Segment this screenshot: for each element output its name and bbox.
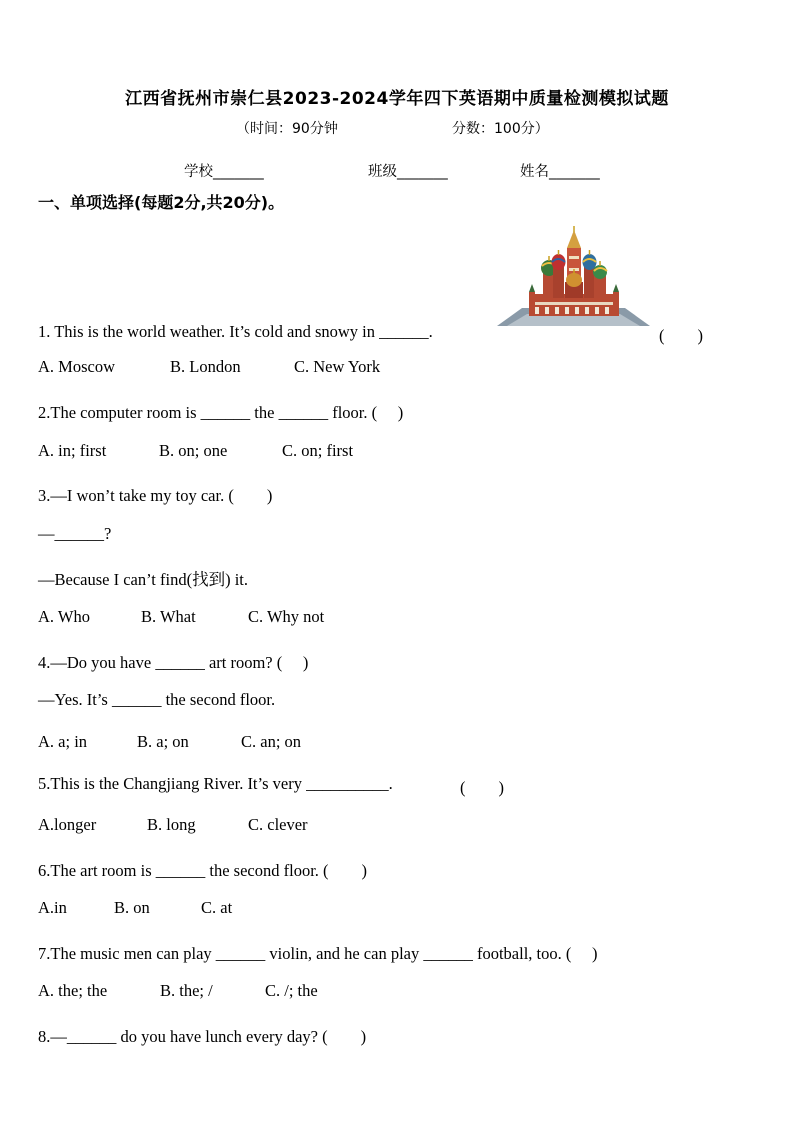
page-title: 江西省抚州市崇仁县2023-2024学年四下英语期中质量检测模拟试题 [125, 89, 669, 109]
question-3-line-2: —______? [38, 524, 112, 543]
option-6c: C. at [201, 898, 233, 917]
question-1: 1. This is the world weather. It’s cold and snowy in ______. [38, 322, 433, 341]
st-basils-cathedral-illustration [497, 226, 650, 330]
question-4: 4.—Do you have ______ art room? ( ) [38, 653, 309, 672]
exam-time: （时间：90分钟 [236, 121, 338, 137]
option-1c: C. New York [294, 357, 381, 376]
option-3a: A. Who [38, 607, 90, 626]
question-1-answer-paren: ( ) [659, 326, 703, 345]
section-heading: 一、单项选择(每题2分,共20分)。 [38, 193, 285, 212]
option-4b: B. a; on [137, 732, 189, 751]
question-3-line-3: —Because I can’t find(找到) it. [38, 570, 249, 589]
option-4c: C. an; on [241, 732, 302, 751]
question-7: 7.The music men can play ______ violin, and he can play ______ football, too. ( ) [38, 944, 598, 963]
option-6a: A.in [38, 898, 67, 917]
option-5b: B. long [147, 815, 196, 834]
class-field: 班级_______ [368, 164, 448, 180]
question-3: 3.—I won’t take my toy car. ( ) [38, 486, 273, 505]
option-4a: A. a; in [38, 732, 88, 751]
option-5a: A.longer [38, 815, 97, 834]
option-7c: C. /; the [265, 981, 318, 1000]
school-field: 学校_______ [184, 164, 264, 180]
option-3b: B. What [141, 607, 196, 626]
exam-score: 分数：100分） [452, 121, 549, 137]
question-8: 8.—______ do you have lunch every day? ( ) [38, 1027, 367, 1046]
question-6: 6.The art room is ______ the second floor. ( ) [38, 861, 368, 880]
option-6b: B. on [114, 898, 150, 917]
option-7a: A. the; the [38, 981, 108, 1000]
option-7b: B. the; / [160, 981, 213, 1000]
question-5: 5.This is the Changjiang River. It’s very __________. [38, 774, 393, 793]
question-5-answer-paren: ( ) [460, 778, 504, 797]
option-1b: B. London [170, 357, 241, 376]
question-4-line-2: —Yes. It’s ______ the second floor. [38, 690, 276, 709]
name-field: 姓名_______ [520, 164, 600, 180]
option-1a: A. Moscow [38, 357, 115, 376]
option-2a: A. in; first [38, 441, 107, 460]
option-2c: C. on; first [282, 441, 354, 460]
option-3c: C. Why not [248, 607, 325, 626]
question-2: 2.The computer room is ______ the ______ floor. ( ) [38, 403, 404, 422]
option-2b: B. on; one [159, 441, 228, 460]
option-5c: C. clever [248, 815, 308, 834]
